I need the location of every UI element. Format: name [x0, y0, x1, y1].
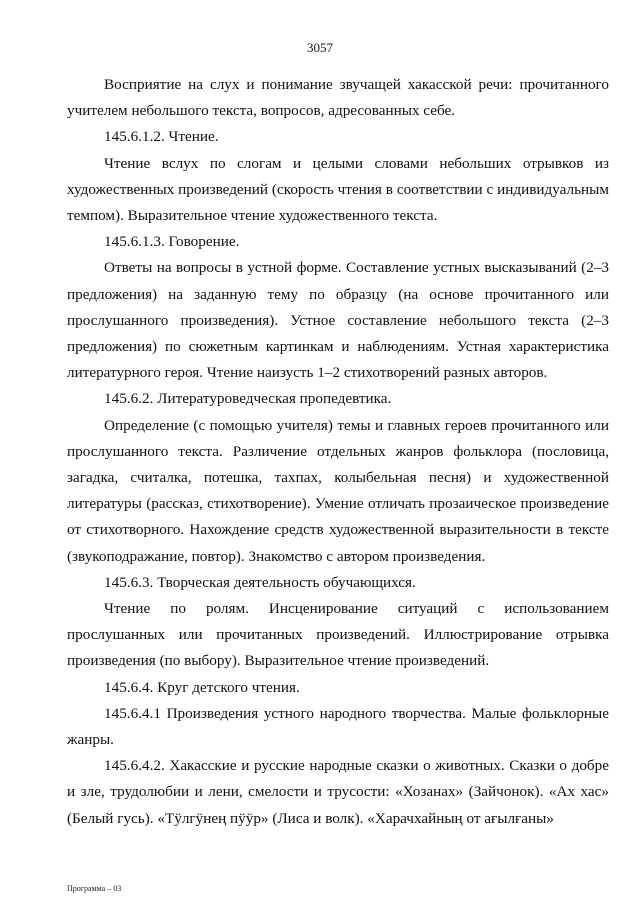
paragraph-speaking: Ответы на вопросы в устной форме. Составление устных высказываний (2–3 предложения) на заданную тему по образцу (на основе прочитанного или прослушанного произведения). Устное составление небольшого текста (2–3 предложения) по сюжетным картинкам и наблюдениям. Устная характеристика литературного героя. Чтение наизусть 1–2 стихотворений разных авторов. — [67, 259, 609, 382]
paragraph-literary-propaedeutics: Определение (с помощью учителя) темы и главных героев прочитанного или прослушанного текста. Различение отдельных жанров фольклора (пословица, загадка, считалка, потешка, тахпах, колыбельная песня) и художественной литературы (рассказ, стихотворение). Умение отличать прозаическое произведение от стихотворного. Нахождение средств художественной выразительности в тексте (звукоподражание, повтор). Знакомство с автором произведения. — [67, 416, 609, 565]
paragraph-folklore: 145.6.4.1 Произведения устного народного творчества. Малые фольклорные жанры. — [67, 704, 609, 749]
heading-reading: 145.6.1.2. Чтение. — [104, 128, 219, 146]
heading-reading-circle: 145.6.4. Круг детского чтения. — [104, 678, 300, 696]
heading-literary-propaedeutics: 145.6.2. Литературоведческая пропедевтика. — [104, 390, 392, 408]
document-body — [67, 72, 609, 832]
heading-speaking: 145.6.1.3. Говорение. — [104, 233, 240, 251]
paragraph-listening: Восприятие на слух и понимание звучащей хакасской речи: прочитанного учителем небольшого текста, вопросов, адресованных себе. — [67, 76, 609, 120]
page-number: 3057 — [307, 40, 333, 55]
heading-creative-activity: 145.6.3. Творческая деятельность обучающихся. — [104, 573, 416, 591]
paragraph-creative-activity: Чтение по ролям. Инсценирование ситуаций с использованием прослушанных или прочитанных произведений. Иллюстрирование отрывка произведения (по выбору). Выразительное чтение произведений. — [67, 600, 609, 670]
footer-label: Программа – 03 — [67, 884, 122, 893]
paragraph-folk-tales: 145.6.4.2. Хакасские и русские народные сказки о животных. Сказки о добре и зле, трудолюбии и лени, смелости и трусости: «Хозанах» (Зайчонок). «Ах хас» (Белый гусь). «Тӱлгӱнең пӱӱр» (Лиса и волк). «Харачхайның от ағылғаны» — [67, 757, 609, 827]
paragraph-reading: Чтение вслух по слогам и целыми словами небольших отрывков из художественных произведений (скорость чтения в соответствии с индивидуальным темпом). Выразительное чтение художественного текста. — [67, 154, 609, 225]
